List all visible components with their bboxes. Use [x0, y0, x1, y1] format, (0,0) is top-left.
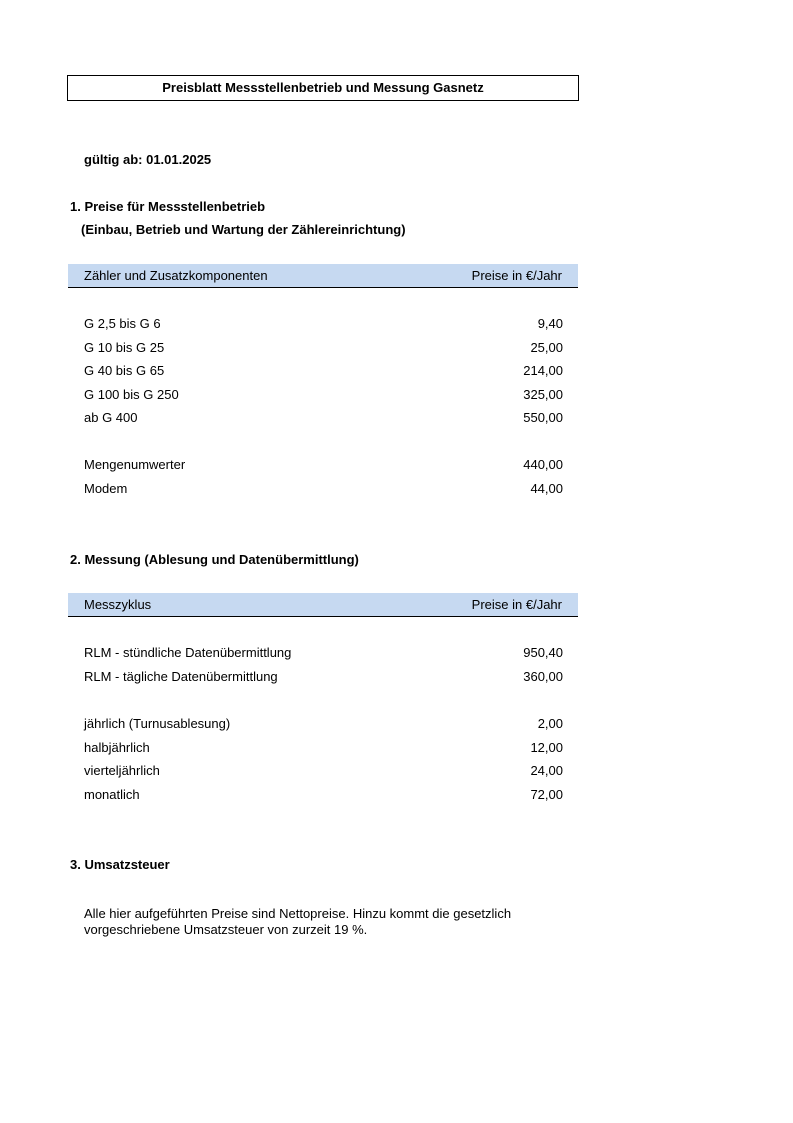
table-row [84, 316, 563, 334]
row-label: RLM - tägliche Datenübermittlung [84, 669, 278, 684]
table-row [84, 363, 563, 381]
row-label: jährlich (Turnusablesung) [84, 716, 231, 731]
table-row [84, 787, 563, 805]
row-label: monatlich [84, 787, 140, 802]
row-label: RLM - stündliche Datenübermittlung [84, 645, 292, 660]
row-label: G 10 bis G 25 [84, 340, 165, 355]
row-value: 950,40 [523, 645, 563, 660]
row-value: 24,00 [530, 763, 563, 778]
row-label: G 100 bis G 250 [84, 387, 179, 402]
table-row [84, 410, 563, 428]
row-value: 2,00 [537, 716, 563, 731]
row-label: Modem [84, 481, 128, 496]
table-row [84, 740, 563, 758]
vat-note-line1: Alle hier aufgeführten Preise sind Nettopreise. Hinzu kommt die gesetzlich [84, 906, 512, 921]
row-value: 25,00 [530, 340, 563, 355]
vat-note-line2: vorgeschriebene Umsatzsteuer von zurzeit 19 %. [84, 922, 368, 937]
table-row [84, 716, 563, 734]
table-row [84, 387, 563, 405]
section1-subheading: (Einbau, Betrieb und Wartung der Zählereinrichtung) [81, 222, 406, 237]
document-title: Preisblatt Messstellenbetrieb und Messung Gasnetz [67, 75, 579, 101]
row-value: 9,40 [537, 316, 563, 331]
row-value: 214,00 [523, 363, 563, 378]
table-row [84, 481, 563, 499]
row-value: 12,00 [530, 740, 563, 755]
table-row [84, 645, 563, 663]
section2-table-header [68, 593, 578, 617]
row-label: halbjährlich [84, 740, 150, 755]
valid-from: gültig ab: 01.01.2025 [84, 152, 212, 167]
row-value: 360,00 [523, 669, 563, 684]
section1-heading: 1. Preise für Messstellenbetrieb [70, 199, 266, 214]
row-label: ab G 400 [84, 410, 138, 425]
row-value: 72,00 [530, 787, 563, 802]
section1-header-label: Zähler und Zusatzkomponenten [84, 268, 268, 283]
section1-header-price: Preise in €/Jahr [471, 268, 562, 283]
row-value: 44,00 [530, 481, 563, 496]
row-value: 550,00 [523, 410, 563, 425]
row-label: G 40 bis G 65 [84, 363, 165, 378]
row-label: G 2,5 bis G 6 [84, 316, 161, 331]
section2-heading: 2. Messung (Ablesung und Datenübermittlung) [70, 552, 359, 567]
table-row [84, 669, 563, 687]
row-value: 325,00 [523, 387, 563, 402]
vat-note [84, 906, 554, 938]
section2-header-label: Messzyklus [84, 597, 152, 612]
table-row [84, 457, 563, 475]
table-row [84, 340, 563, 358]
section2-header-price: Preise in €/Jahr [471, 597, 562, 612]
section1-table-header [68, 264, 578, 288]
row-label: Mengenumwerter [84, 457, 186, 472]
row-value: 440,00 [523, 457, 563, 472]
table-row [84, 763, 563, 781]
section3-heading: 3. Umsatzsteuer [70, 857, 170, 872]
row-label: vierteljährlich [84, 763, 160, 778]
